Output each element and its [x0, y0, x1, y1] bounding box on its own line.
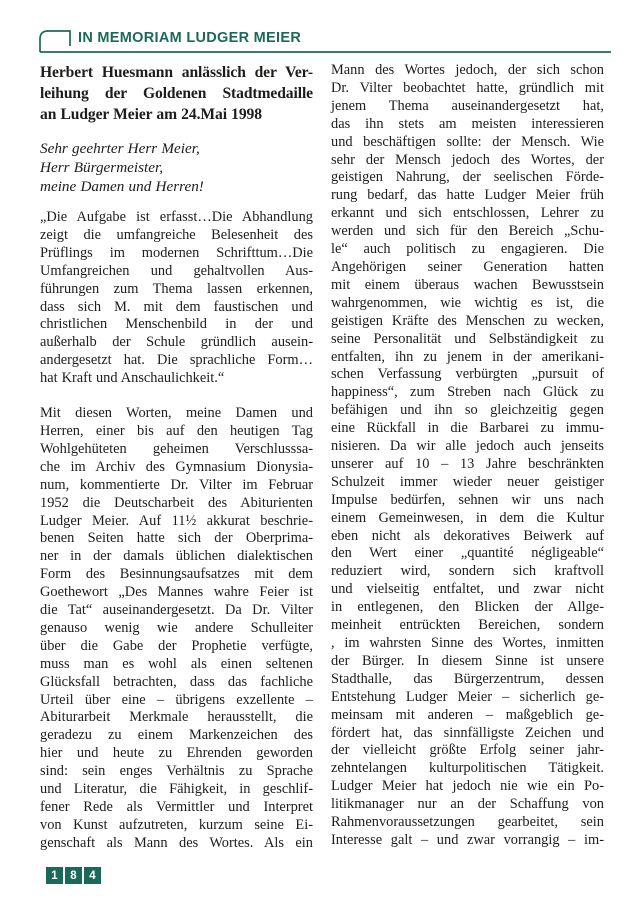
- text-line: Schulzeit immer wieder neuer geistiger: [331, 473, 604, 490]
- text-line: und beschäftigen sollte: der Mensch. Wie: [331, 133, 604, 150]
- text-line: den Wert einer „quantité négligeable“: [331, 545, 604, 562]
- text-line: Herbert Huesmann anlässlich der Ver-: [40, 64, 313, 81]
- text-line: andergesetzt hat. Die sprachliche Form…: [40, 352, 313, 369]
- text-line: Stadthalle, das Bürgerzentrum, dessen: [331, 670, 604, 687]
- text-line: Dr. Vilter beobachtet hatte, gründlich mit: [331, 79, 604, 96]
- text-line: le“ auch politisch zu engagieren. Die: [331, 241, 604, 258]
- text-line: genschaft als Mann des Wortes. Als ein: [40, 834, 313, 851]
- text-line: „Die Aufgabe ist erfasst…Die Abhandlung: [40, 209, 313, 225]
- text-line: Ludger Meier. Auf 11½ akkurat beschrie-: [40, 512, 313, 529]
- text-line: ner in der damals üblichen dialektischen: [40, 548, 313, 565]
- text-line: an Ludger Meier am 24.Mai 1998: [40, 106, 262, 123]
- text-line: christlichen Menschenbild in der und: [40, 316, 313, 333]
- text-line: sind: sein enges Verhältnis zu Sprache: [40, 763, 313, 780]
- text-line: Rahmenvoraussetzungen gearbeitet, sein: [331, 814, 604, 831]
- paragraph: [40, 405, 313, 853]
- text-line: geistigen Kräfte des Menschen zu wecken,: [331, 312, 604, 329]
- text-line: eine Rückfall in die Barbarei zu immu-: [331, 420, 604, 437]
- paragraph: [40, 209, 313, 388]
- text-line: , im wahrsten Sinne des Wortes, inmitten: [331, 635, 604, 651]
- right-column: [331, 62, 604, 853]
- text-line: führungen zum Thema lassen erkennen,: [40, 280, 313, 297]
- text-line: entfalten, ihn zu jenem in der amerikani-: [331, 348, 604, 365]
- text-line: schen Verfassung verbürgten „pursuit of: [331, 366, 604, 383]
- text-line: die Tat“ auseinandergesetzt. Da Dr. Vilter: [40, 602, 313, 619]
- text-line: che im Archiv des Gymnasium Dionysia-: [40, 458, 313, 475]
- text-line: Umfangreichen und gehaltvollen Aus-: [40, 262, 313, 279]
- section-header-title: IN MEMORIAM LUDGER MEIER: [78, 30, 302, 46]
- text-line: Herren, einer bis auf den heutigen Tag: [40, 422, 313, 439]
- text-line: Wohlgehüteten geheimen Verschlusssa-: [40, 440, 313, 457]
- text-line: Prüflings im modernen Schrifttum…Die: [40, 244, 313, 261]
- text-line: seine Personalität und Selbständigkeit zu: [331, 330, 604, 347]
- text-line: meinsam mit anderen – maßgeblich ge-: [331, 706, 604, 723]
- text-line: in entlegenen, den Blicken der Allge-: [331, 599, 604, 616]
- page-number-digit: 4: [84, 867, 101, 884]
- text-line: reduziert wird, sondern sich kraftvoll: [331, 563, 604, 580]
- page-number-digit: 1: [46, 867, 63, 884]
- text-line: eben nicht als dekoratives Beiwerk auf: [331, 527, 604, 544]
- text-line: und vielseitig entfaltet, und zwar nicht: [331, 581, 604, 598]
- text-line: von Kunst aufzutreten, kurzum seine Ei-: [40, 816, 313, 833]
- text-line: mit einem überaus wachen Bewusstsein: [331, 276, 604, 293]
- text-line: hat Kraft und Anschaulichkeit.“: [40, 370, 225, 387]
- text-line: rung bedarf, das hatte Ludger Meier früh: [331, 187, 604, 204]
- text-line: befähigen und ihn so gleichzeitig gegen: [331, 402, 604, 419]
- text-line: litikmanager nur an der Schaffung von: [331, 796, 604, 813]
- text-line: muss man es wohl als einen seltenen: [40, 655, 313, 672]
- text-line: Abiturarbeit Merkmale herausstellt, die: [40, 709, 313, 726]
- text-line: und Literatur, die Fähigkeit, in geschlif-: [40, 781, 313, 798]
- text-line: Mit diesen Worten, meine Damen und: [40, 405, 313, 422]
- text-line: fener Rede als Vermittler und Interpret: [40, 799, 313, 815]
- page-number-digit: 8: [65, 867, 82, 884]
- text-line: werden und sich für den Bereich „Schu-: [331, 223, 604, 240]
- text-line: der vielleicht größte Erfolg seiner jahr-: [331, 742, 604, 759]
- page-number: [46, 867, 101, 884]
- text-line: jenem Thema auseinandergesetzt hat,: [331, 97, 604, 114]
- text-line: das ihn stets am meisten interessieren: [331, 115, 604, 132]
- text-line: einem Gemeinwesen, in dem die Kultur: [331, 509, 604, 526]
- text-line: Impulse bedürfen, sehnen wir uns nach: [331, 491, 604, 508]
- text-line: fördert hat, das sinnfälligste Zeichen und: [331, 724, 604, 741]
- text-line: 1952 die Deutscharbeit des Abiturienten: [40, 494, 313, 511]
- text-line: geradezu zu einem Markenzeichen des: [40, 727, 313, 744]
- text-line: Entstehung Ludger Meier – sicherlich ge-: [331, 688, 604, 705]
- text-line: genauso wenig wie andere Schulleiter: [40, 619, 313, 636]
- text-line: num, kommentierte Dr. Vilter im Februar: [40, 476, 313, 493]
- text-line: Goethewort „Des Mannes wahre Feier ist: [40, 584, 313, 601]
- text-line: happiness“, zum Streben nach Glück zu: [331, 384, 604, 401]
- text-line: der Bürger. In diesem Sinne ist unsere: [331, 652, 604, 669]
- paragraph: [331, 62, 604, 850]
- text-line: nisieren. Da wir alle jedoch auch jenseits: [331, 438, 604, 455]
- text-line: meine Damen und Herren!: [40, 178, 204, 195]
- text-line: Sehr geehrter Herr Meier,: [40, 140, 200, 157]
- text-line: wahrgenommen, wie wichtig es ist, die: [331, 294, 604, 311]
- text-line: leihung der Goldenen Stadtmedaille: [40, 85, 313, 102]
- text-line: unserer auf 10 – 13 Jahre beschränkten: [331, 455, 604, 472]
- text-line: Herr Bürgermeister,: [40, 159, 164, 176]
- text-line: erkannt und sich entschlossen, Lehrer zu: [331, 205, 604, 222]
- text-line: benen Seiten hatte sich der Oberprima-: [40, 530, 313, 547]
- text-line: Ludger Meier hat jedoch nie wie ein Po-: [331, 778, 604, 795]
- text-columns: [40, 62, 604, 853]
- left-column: [40, 62, 313, 853]
- text-line: Urteil über eine – übrigens exzellente –: [40, 691, 313, 708]
- salutation: [40, 139, 313, 196]
- text-line: Form des Besinnungsaufsatzes mit dem: [40, 566, 313, 583]
- text-line: Mann des Wortes jedoch, der sich schon: [331, 62, 604, 78]
- text-line: Glücksfall betrachten, dass das fachliche: [40, 673, 313, 690]
- text-line: dass sich M. mit dem faustischen und: [40, 298, 313, 315]
- text-line: hier und heute zu Ehrenden geworden: [40, 745, 313, 762]
- text-line: sehr der Mensch jedoch des Wortes, der: [331, 151, 604, 168]
- text-line: zeigt die umfangreiche Belesenheit des: [40, 226, 313, 243]
- text-line: außerhalb der Schule gründlich ausein-: [40, 334, 313, 351]
- speech-title: [40, 62, 313, 125]
- text-line: Interesse galt – und zwar vorrangig – im-: [331, 831, 604, 848]
- text-line: meinheit entrückten Bereichen, sondern: [331, 617, 604, 634]
- text-line: geistigen Nahrung, der seelischen Förde-: [331, 169, 604, 186]
- text-line: Angehörigen seiner Generation hatten: [331, 258, 604, 275]
- text-line: zehntelangen kulturpolitischen Tätigkeit.: [331, 760, 604, 777]
- text-line: über die Gabe der Prophetie verfügte,: [40, 637, 313, 654]
